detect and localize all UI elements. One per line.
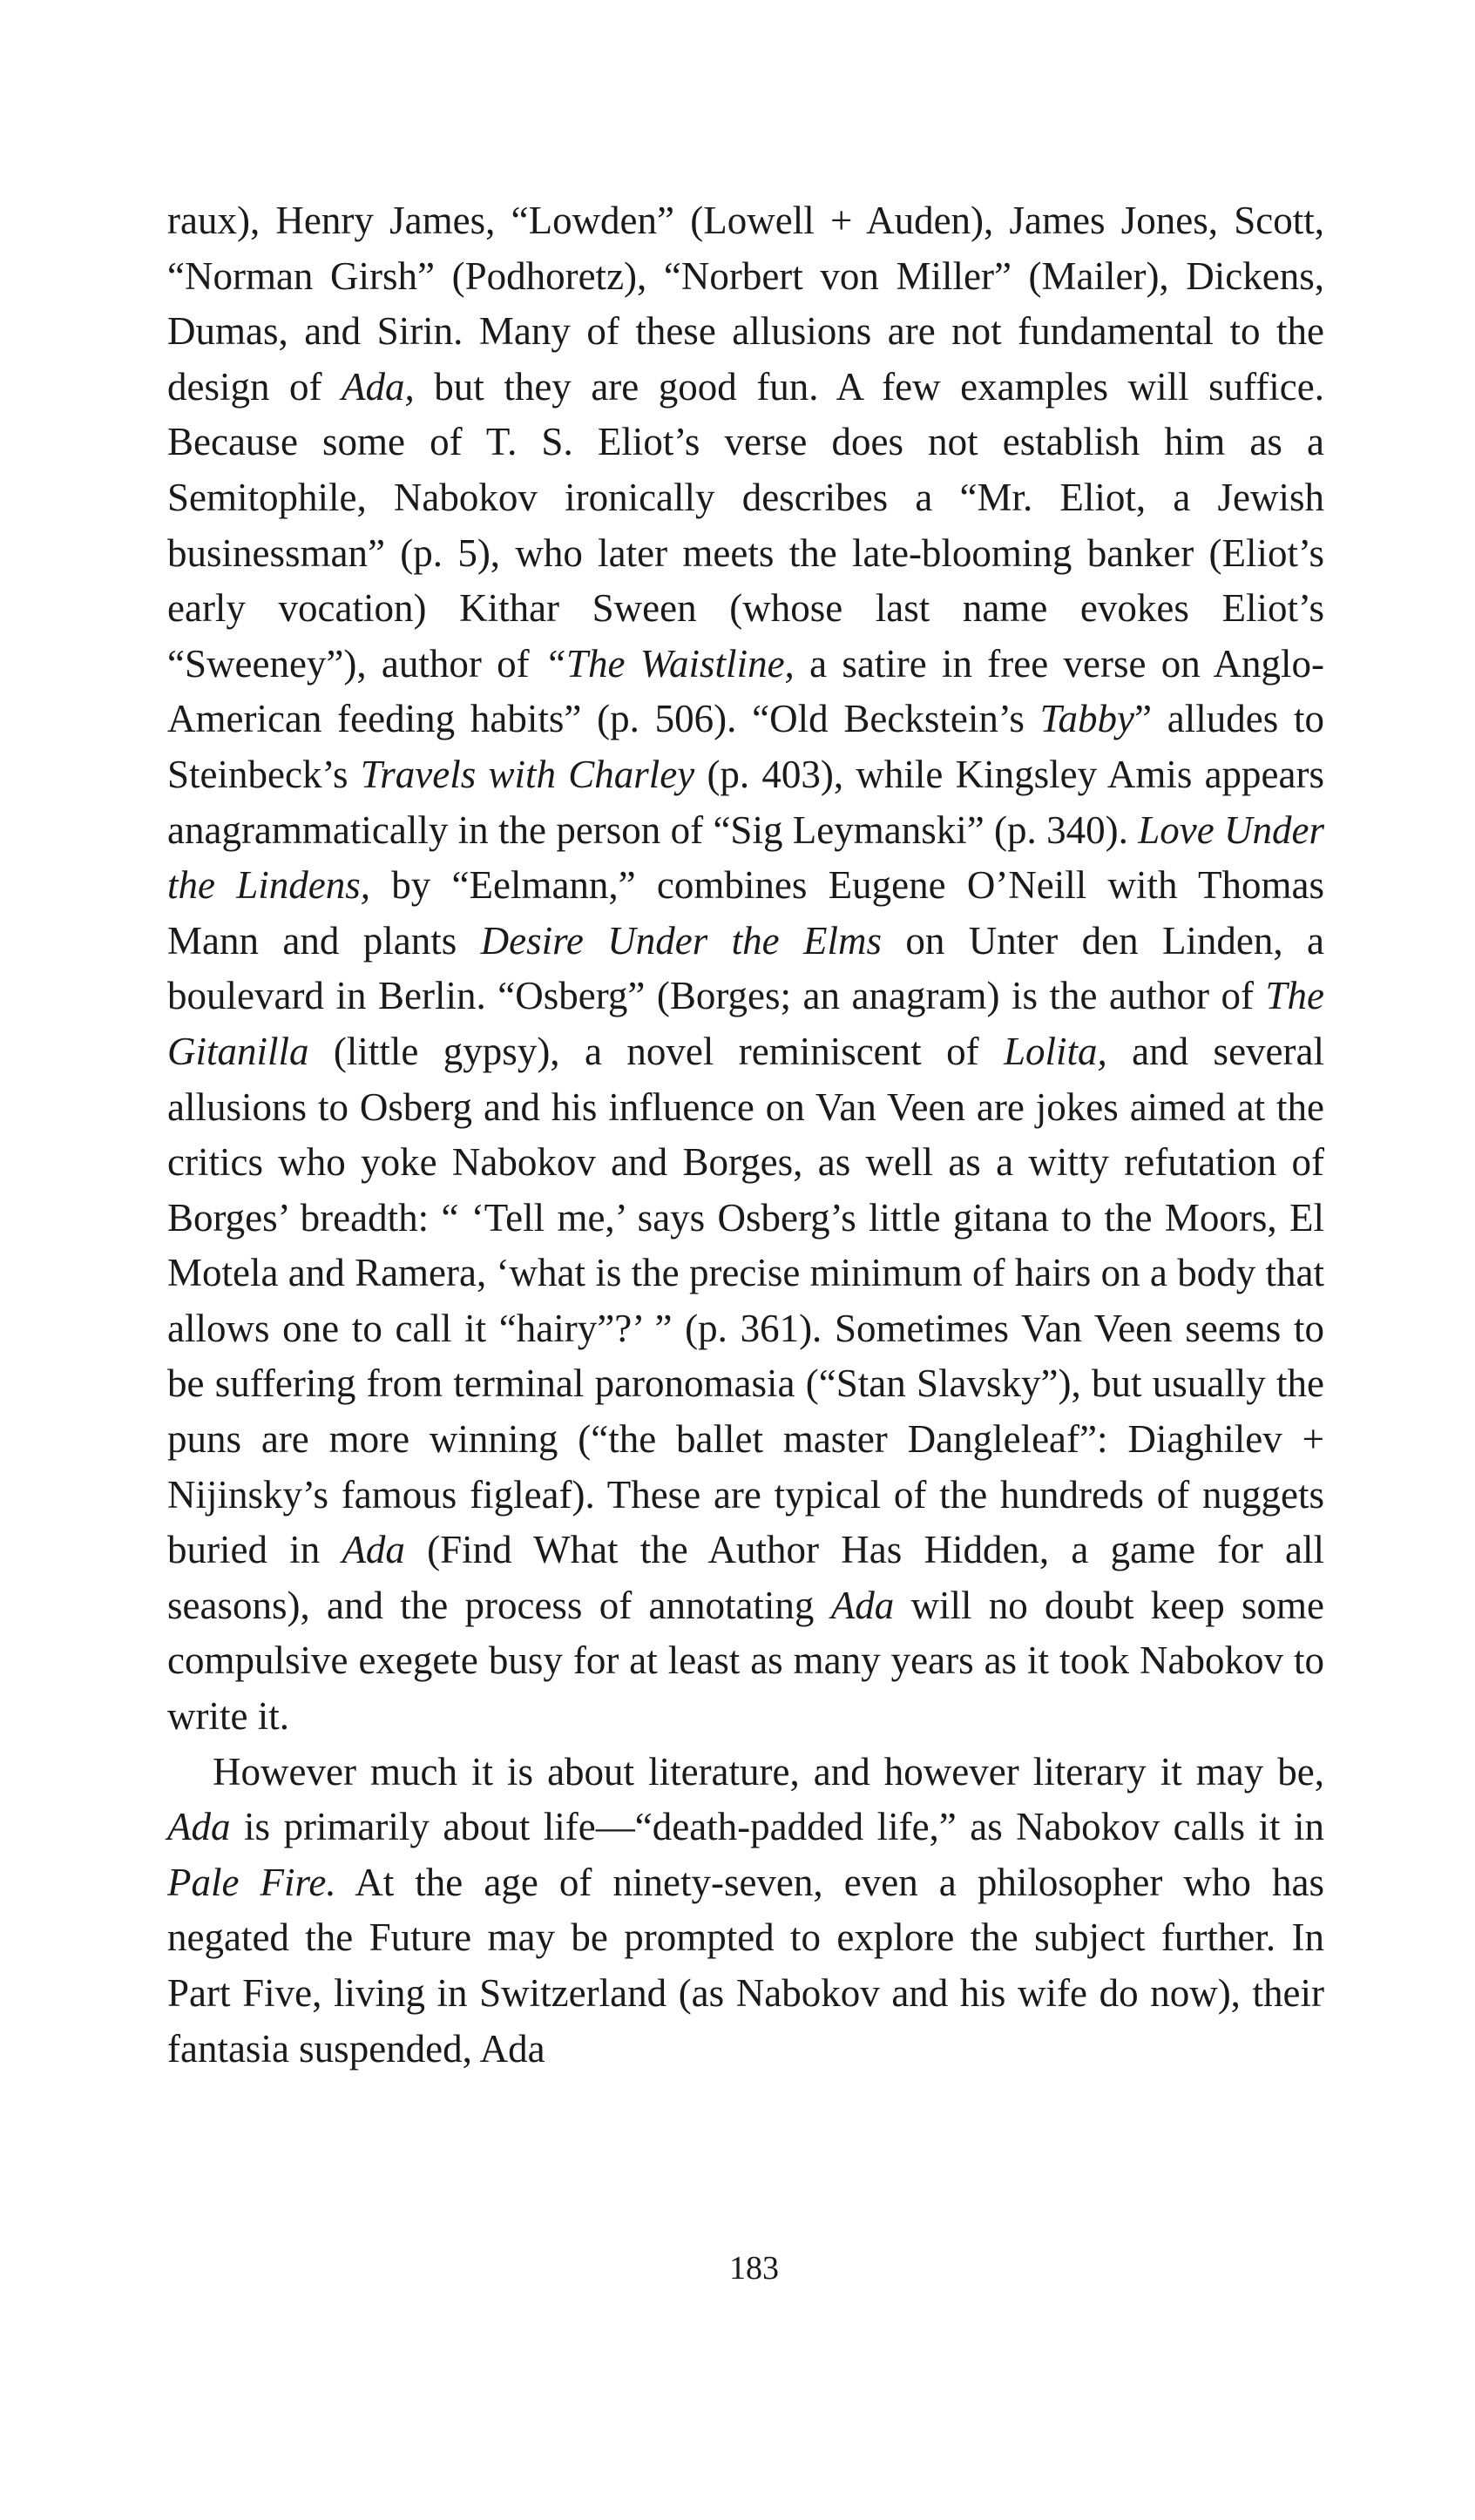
- italic-title-run: Love Under the Lindens,: [167, 807, 1324, 908]
- text-run: raux), Henry James, “Lowden” (Lowell + Auden), James Jones, Scott, “Norman Girsh” (Podhoretz), “Norbert von Miller” (Mailer), Dickens, Dumas, and Sirin. Many of these allusions are not fundamental to the design of: [167, 199, 1324, 409]
- text-run: is primarily about life—“death-padded life,” as Nabokov calls it in: [230, 1805, 1324, 1849]
- text-run: and several allusions to Osberg and his influence on Van Veen are jokes aimed at the critics who yoke Nabokov and Borges, as well as a witty refutation of Borges’ breadth: “ ‘Tell me,’ says Osberg’s little gitana to the Moors, El Motela and Ramera, ‘what is the precise minimum of hairs on a body that allows one to call it “hairy”?’ ” (p. 361). Sometimes Van Veen seems to be suffering from terminal paronomasia (“Stan Slavsky”), but usually the puns are more winning (“the ballet master Dangleleaf”: Diaghilev + Nijinsky’s famous figleaf). These are typical of the hundreds of nuggets buried in: [167, 1029, 1324, 1572]
- text-run: However much it is about literature, and however literary it may be,: [213, 1749, 1324, 1794]
- italic-title-run: Ada: [830, 1583, 895, 1627]
- italic-title-run: Desire Under the Elms: [480, 918, 882, 963]
- text-run: a satire in free verse on Anglo-American feeding habits” (p. 506). “Old Beckstein’s: [167, 641, 1324, 741]
- italic-title-run: The Gitanilla: [167, 974, 1324, 1073]
- text-run: by “Eelmann,” combines Eugene O’Neill with Thomas Mann and plants: [167, 863, 1324, 963]
- text-run: but they are good fun. A few examples will suffice. Because some of T. S. Eliot’s verse does not establish him as a Semitophile, Nabokov ironically describes a “Mr. Eliot, a Jewish businessman” (p. 5), who later meets the late-blooming banker (Eliot’s early vocation) Kithar Sween (whose last name evokes Eliot’s “Sweeney”), author of: [167, 364, 1324, 686]
- paragraph: [167, 1745, 1324, 2077]
- italic-title-run: Pale Fire.: [167, 1860, 336, 1904]
- italic-title-run: Lolita,: [1003, 1029, 1107, 1073]
- text-run: will no doubt keep some compulsive exegete busy for at least as many years as it took Nabokov to write it.: [167, 1583, 1325, 1739]
- text-run: (Find What the Author Has Hidden, a game for all seasons), and the process of annotating: [167, 1528, 1324, 1627]
- italic-title-run: “The Waistline,: [544, 641, 795, 686]
- italic-title-run: Ada: [342, 1528, 405, 1572]
- italic-title-run: Tabby: [1039, 697, 1134, 741]
- italic-title-run: Ada: [167, 1805, 231, 1849]
- paragraph: [167, 193, 1324, 1745]
- text-run: ” alludes to Steinbeck’s: [167, 697, 1324, 796]
- text-run: on Unter den Linden, a boulevard in Berlin. “Osberg” (Borges; an anagram) is the author of: [167, 918, 1325, 1018]
- body-text: [167, 193, 1324, 2077]
- text-run: At the age of ninety-seven, even a philosopher who has negated the Future may be prompted to explore the subject further. In Part Five, living in Switzerland (as Nabokov and his wife do now), their fantasia suspended, Ada: [167, 1860, 1324, 2071]
- text-run: (p. 403), while Kingsley Amis appears anagrammatically in the person of “Sig Leymanski” (p. 340).: [167, 752, 1325, 852]
- text-run: (little gypsy), a novel reminiscent of: [308, 1029, 1004, 1073]
- italic-title-run: Ada,: [342, 364, 415, 409]
- page-number: 183: [729, 2250, 779, 2287]
- italic-title-run: Travels with Charley: [360, 752, 695, 796]
